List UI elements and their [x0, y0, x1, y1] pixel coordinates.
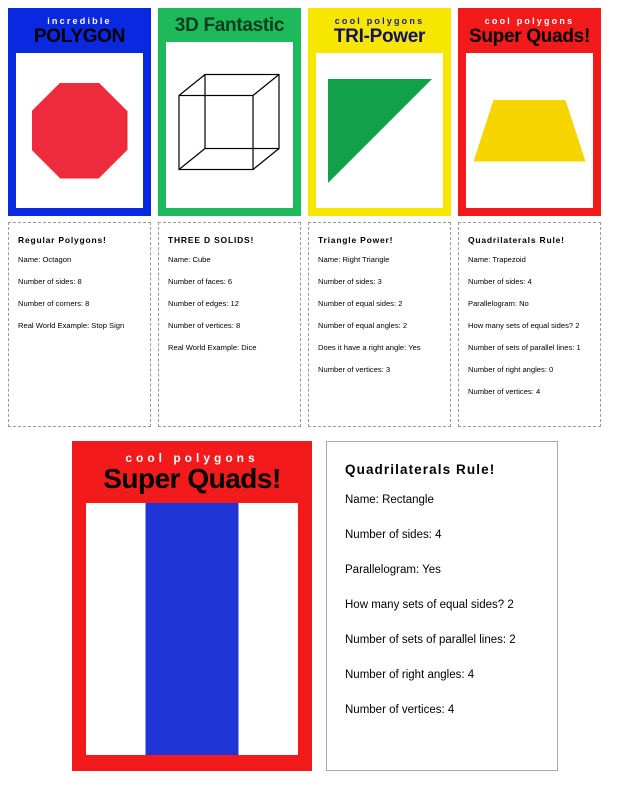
info-line: Number of sides: 3: [318, 277, 382, 286]
info-line: Number of sides: 8: [18, 277, 82, 286]
card-artwork: [16, 53, 143, 208]
info-row: [0, 216, 630, 427]
card-title: Super Quads!: [103, 463, 281, 494]
info-box-polygon: [8, 222, 151, 427]
info-box-trapezoid: [458, 222, 601, 427]
card-subtitle: cool polygons: [334, 16, 425, 26]
info-line: Number of right angles: 0: [468, 365, 554, 374]
info-line: Number of vertices: 4: [345, 704, 455, 716]
info-line: Name: Rectangle: [345, 494, 434, 506]
card-3d-fantastic[interactable]: [158, 8, 301, 216]
card-subtitle: cool polygons: [484, 16, 575, 26]
card-subtitle: cool polygons: [125, 451, 259, 465]
info-line: Number of corners: 8: [18, 299, 90, 308]
info-line: Parallelogram: No: [468, 299, 529, 308]
info-heading: Regular Polygons!: [18, 235, 107, 245]
info-heading: Quadrilaterals Rule!: [468, 235, 565, 245]
info-line: Name: Octagon: [18, 255, 72, 264]
card-title: TRI-Power: [333, 26, 426, 47]
trapezoid-icon: [474, 100, 586, 162]
info-line: Does it have a right angle: Yes: [318, 343, 421, 352]
info-line: Number of vertices: 8: [168, 321, 241, 330]
info-line: Real World Example: Stop Sign: [18, 321, 125, 330]
card-title: 3D Fantastic: [174, 15, 285, 36]
card-subtitle: incredible: [47, 16, 112, 26]
info-line: How many sets of equal sides? 2: [345, 599, 514, 611]
right-triangle-icon: [328, 79, 432, 183]
featured-row: [0, 427, 630, 771]
info-line: Parallelogram: Yes: [345, 564, 441, 576]
card-artwork: [86, 503, 298, 755]
card-polygon[interactable]: [8, 8, 151, 216]
info-line: Number of sides: 4: [345, 529, 442, 541]
info-box-triangle: [308, 222, 451, 427]
card-artwork: [466, 53, 593, 208]
octagon-icon: [32, 83, 128, 179]
info-line: Number of right angles: 4: [345, 669, 475, 681]
card-title: POLYGON: [33, 26, 126, 47]
info-box-3d-solids: [158, 222, 301, 427]
card-artwork: [316, 53, 443, 208]
info-line: Name: Cube: [168, 255, 211, 264]
rectangle-icon: [146, 503, 239, 755]
featured-info-box: [326, 441, 558, 771]
info-line: Number of equal sides: 2: [318, 299, 403, 308]
info-line: Number of sets of parallel lines: 2: [345, 634, 516, 646]
card-artwork: [166, 42, 293, 208]
info-line: Number of sides: 4: [468, 277, 532, 286]
card-row: [0, 0, 630, 216]
info-heading: THREE D SOLIDS!: [168, 235, 255, 245]
card-title: Super Quads!: [469, 26, 590, 47]
info-line: Number of edges: 12: [168, 299, 239, 308]
card-super-quads[interactable]: [458, 8, 601, 216]
info-line: How many sets of equal sides? 2: [468, 321, 580, 330]
featured-card-super-quads[interactable]: [72, 441, 312, 771]
info-line: Number of equal angles: 2: [318, 321, 408, 330]
info-line: Number of sets of parallel lines: 1: [468, 343, 581, 352]
info-line: Name: Trapezoid: [468, 255, 526, 264]
info-line: Number of faces: 6: [168, 277, 233, 286]
info-heading: Quadrilaterals Rule!: [345, 462, 496, 477]
info-line: Name: Right Triangle: [318, 255, 390, 264]
cube-icon: [175, 70, 285, 181]
info-heading: Triangle Power!: [318, 235, 394, 245]
info-line: Real World Example: Dice: [168, 343, 257, 352]
info-line: Number of vertices: 3: [318, 365, 391, 374]
card-tri-power[interactable]: [308, 8, 451, 216]
info-line: Number of vertices: 4: [468, 387, 541, 396]
